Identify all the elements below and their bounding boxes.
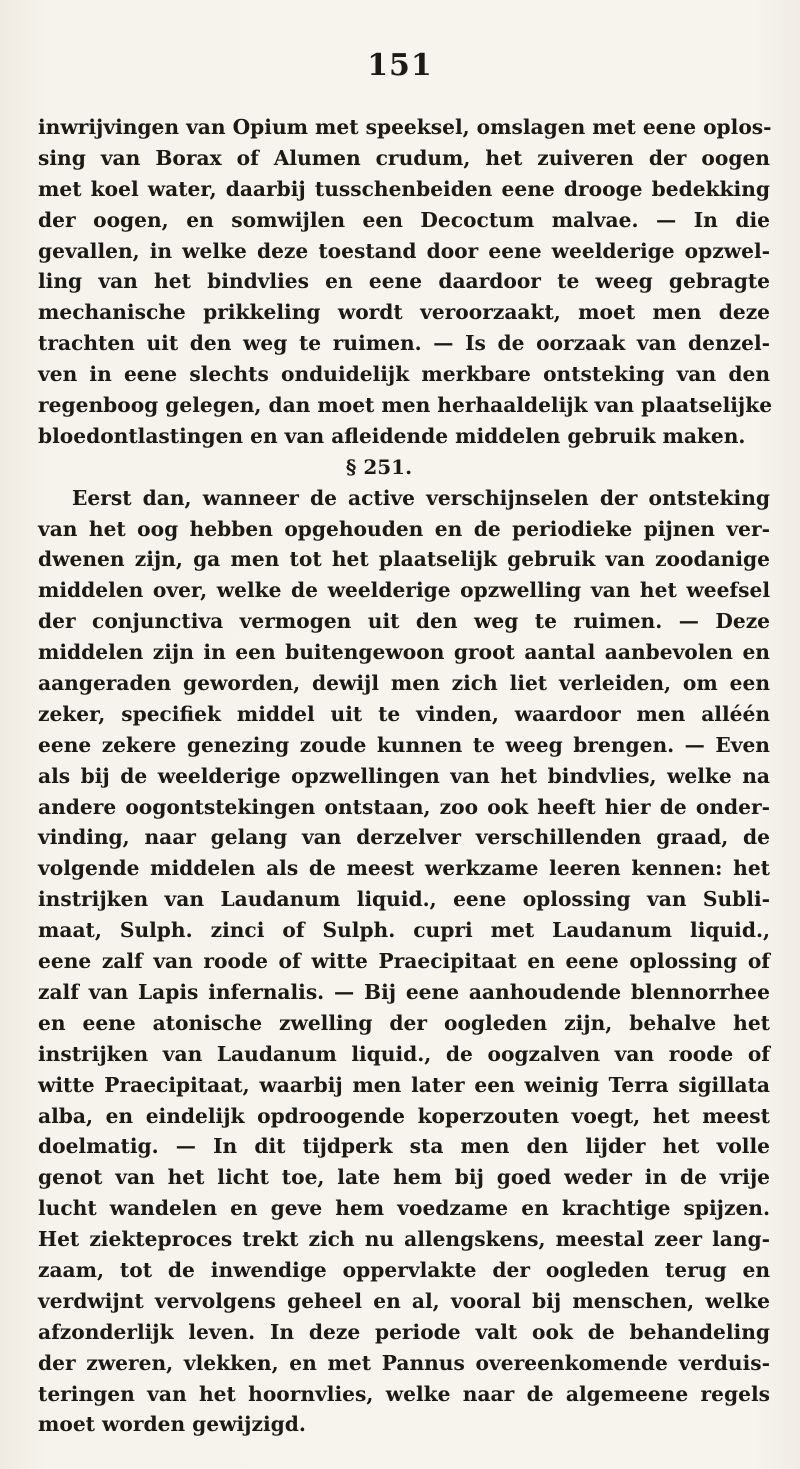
text-line: mechanische prikkeling wordt veroorzaakt, moet men deze xyxy=(38,300,770,325)
section-heading: § 251. xyxy=(345,454,413,479)
paragraph xyxy=(38,483,770,1441)
page-number: 151 xyxy=(367,48,433,83)
text-line: moet worden gewijzigd. xyxy=(38,1412,306,1437)
text-line: regenboog gelegen, dan moet men herhaaldelijk van plaatselijke xyxy=(38,393,773,418)
text-line: eene zalf van roode of witte Praecipitaat en eene oplossing of xyxy=(38,949,770,974)
text-line: van het oog hebben opgehouden en de periodieke pijnen ver- xyxy=(38,516,770,541)
text-line: teringen van het hoornvlies, welke naar de algemeene regels xyxy=(38,1381,770,1406)
text-line: gevallen, in welke deze toestand door eene weelderige opzwel- xyxy=(38,238,770,263)
text-line: der conjunctiva vermogen uit den weg te ruimen. — Deze xyxy=(38,609,770,634)
text-line: middelen zijn in een buitengewoon groot aantal aanbevolen en xyxy=(38,640,770,665)
text-line: Het ziekteproces trekt zich nu allengskens, meestal zeer lang- xyxy=(38,1227,770,1252)
text-line: instrijken van Laudanum liquid., de oogzalven van roode of xyxy=(38,1041,770,1066)
text-line: met koel water, daarbij tusschenbeiden eene drooge bedekking xyxy=(38,176,770,201)
text-line: witte Praecipitaat, waarbij men later een weinig Terra sigillata xyxy=(38,1072,770,1097)
body-text xyxy=(38,112,773,1440)
text-line: trachten uit den weg te ruimen. — Is de oorzaak van denzel- xyxy=(38,331,770,356)
text-line: zalf van Lapis infernalis. — Bij eene aanhoudende blennorrhee xyxy=(38,979,770,1004)
text-line: Eerst dan, wanneer de active verschijnselen der ontsteking xyxy=(72,485,770,510)
text-line: genot van het licht toe, late hem bij goed weder in de vrije xyxy=(38,1165,770,1190)
text-line: afzonderlijk leven. In deze periode valt ook de behandeling xyxy=(38,1319,770,1344)
text-line: verdwijnt vervolgens geheel en al, vooral bij menschen, welke xyxy=(38,1288,770,1313)
text-line: vinding, naar gelang van derzelver verschillenden graad, de xyxy=(38,825,770,850)
text-line: lucht wandelen en geve hem voedzame en krachtige spijzen. xyxy=(38,1196,770,1221)
text-line: ven in eene slechts onduidelijk merkbare ontsteking van den xyxy=(38,362,770,387)
text-line: zeker, specifiek middel uit te vinden, waardoor men alléén xyxy=(38,701,770,726)
text-line: en eene atonische zwelling der oogleden zijn, behalve het xyxy=(38,1010,770,1035)
text-line: instrijken van Laudanum liquid., eene oplossing van Subli- xyxy=(38,887,770,912)
text-line: der zweren, vlekken, en met Pannus overeenkomende verduis- xyxy=(38,1350,770,1375)
text-line: der oogen, en somwijlen een Decoctum malvae. — In die xyxy=(38,207,770,232)
text-line: volgende middelen als de meest werkzame leeren kennen: het xyxy=(38,856,770,881)
text-line: inwrijvingen van Opium met speeksel, omslagen met eene oplos- xyxy=(38,115,772,139)
text-line: ling van het bindvlies en eene daardoor te weeg gebragte xyxy=(38,269,770,294)
text-line: zaam, tot de inwendige oppervlakte der oogleden terug en xyxy=(38,1257,770,1282)
text-line: maat, Sulph. zinci of Sulph. cupri met Laudanum liquid., xyxy=(38,918,770,943)
text-line: alba, en eindelijk opdroogende koperzouten voegt, het meest xyxy=(38,1103,770,1128)
text-line: andere oogontstekingen ontstaan, zoo ook heeft hier de onder- xyxy=(38,794,770,819)
text-line: aangeraden geworden, dewijl men zich liet verleiden, om een xyxy=(38,671,770,696)
text-line: middelen over, welke de weelderige opzwelling van het weefsel xyxy=(38,578,770,603)
text-line: doelmatig. — In dit tijdperk sta men den lijder het volle xyxy=(38,1134,770,1159)
text-line: eene zekere genezing zoude kunnen te weeg brengen. — Even xyxy=(38,732,770,757)
text-line: als bij de weelderige opzwellingen van het bindvlies, welke na xyxy=(38,763,770,788)
text-line: dwenen zijn, ga men tot het plaatselijk gebruik van zoodanige xyxy=(38,547,770,572)
text-line: sing van Borax of Alumen crudum, het zuiveren der oogen xyxy=(38,145,770,170)
text-line: bloedontlastingen en van afleidende middelen gebruik maken. xyxy=(38,423,746,448)
paragraph xyxy=(38,112,773,452)
